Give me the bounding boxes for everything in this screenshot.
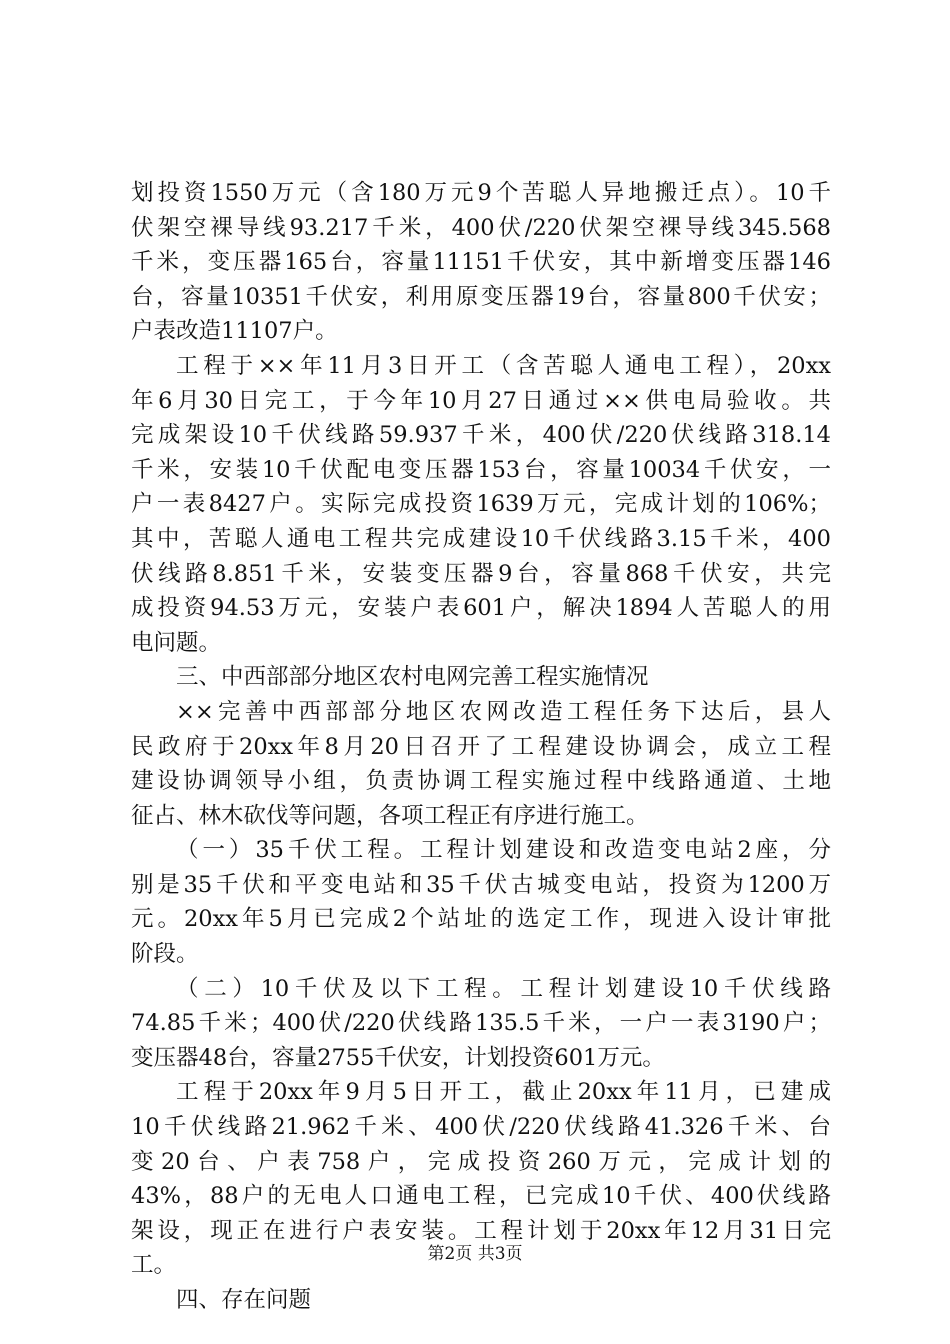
text-line: 年6月30日完工，于今年10月27日通过××供电局验收。共 (131, 387, 831, 414)
text-line: 千米，变压器165台，容量11151千伏安，其中新增变压器146 (131, 249, 831, 276)
text-line: 变20台、户表758户，完成投资260万元，完成计划的 (131, 1148, 831, 1175)
text-line: 阶段。 (131, 941, 199, 968)
text-line: 台，容量10351千伏安，利用原变压器19台，容量800千伏安； (131, 283, 831, 310)
text-line: 43%，88户的无电人口通电工程，已完成10千伏、400伏线路 (131, 1183, 831, 1210)
text-line: 工。 (131, 1252, 177, 1279)
text-line: 民政府于20xx年8月20日召开了工程建设协调会，成立工程 (131, 733, 831, 760)
text-line: 电问题。 (131, 629, 222, 656)
text-line: 四、存在问题 (176, 1287, 312, 1313)
text-line: 户表改造11107户。 (131, 318, 338, 345)
text-line: 工程于20xx年9月5日开工，截止20xx年11月，已建成 (176, 1079, 831, 1106)
text-line: 变压器48台，容量2755千伏安，计划投资601万元。 (131, 1044, 665, 1071)
text-line: 工程于××年11月3日开工（含苦聪人通电工程），20xx (176, 352, 831, 379)
text-line: 别是35千伏和平变电站和35千伏古城变电站，投资为1200万 (131, 871, 831, 898)
text-line: （一）35千伏工程。工程计划建设和改造变电站2座，分 (176, 837, 831, 864)
text-line: ××完善中西部部分地区农网改造工程任务下达后，县人 (176, 698, 831, 725)
body-text (131, 176, 831, 1318)
text-line: 划投资1550万元（含180万元9个苦聪人异地搬迁点）。10千 (131, 180, 831, 206)
page-footer: 第2页 共3页 (427, 1244, 523, 1264)
text-line: 其中，苦聪人通电工程共完成建设10千伏线路3.15千米，400 (131, 525, 831, 552)
text-line: 三、中西部部分地区农村电网完善工程实施情况 (176, 664, 649, 691)
text-line: 户一表8427户。实际完成投资1639万元，完成计划的106%； (131, 491, 831, 518)
text-line: 建设协调领导小组，负责协调工程实施过程中线路通道、土地 (131, 768, 831, 795)
text-line: 千米，安装10千伏配电变压器153台，容量10034千伏安，一 (131, 456, 831, 483)
text-line: 伏线路8.851千米，安装变压器9台，容量868千伏安，共完 (131, 560, 831, 587)
text-line: 伏架空裸导线93.217千米，400伏/220伏架空裸导线345.568 (131, 214, 831, 241)
text-line: 征占、林木砍伐等问题，各项工程正有序进行施工。 (131, 802, 649, 829)
text-line: （二）10千伏及以下工程。工程计划建设10千伏线路 (176, 975, 831, 1002)
text-line: 74.85千米；400伏/220伏线路135.5千米，一户一表3190户； (131, 1010, 831, 1037)
text-line: 元。20xx年5月已完成2个站址的选定工作，现进入设计审批 (131, 906, 831, 933)
text-line: 架设，现正在进行户表安装。工程计划于20xx年12月31日完 (131, 1217, 831, 1244)
text-line: 成投资94.53万元，安装户表601户，解决1894人苦聪人的用 (131, 595, 831, 622)
text-line: 10千伏线路21.962千米、400伏/220伏线路41.326千米、台 (131, 1114, 831, 1141)
text-line: 完成架设10千伏线路59.937千米，400伏/220伏线路318.14 (131, 422, 831, 449)
